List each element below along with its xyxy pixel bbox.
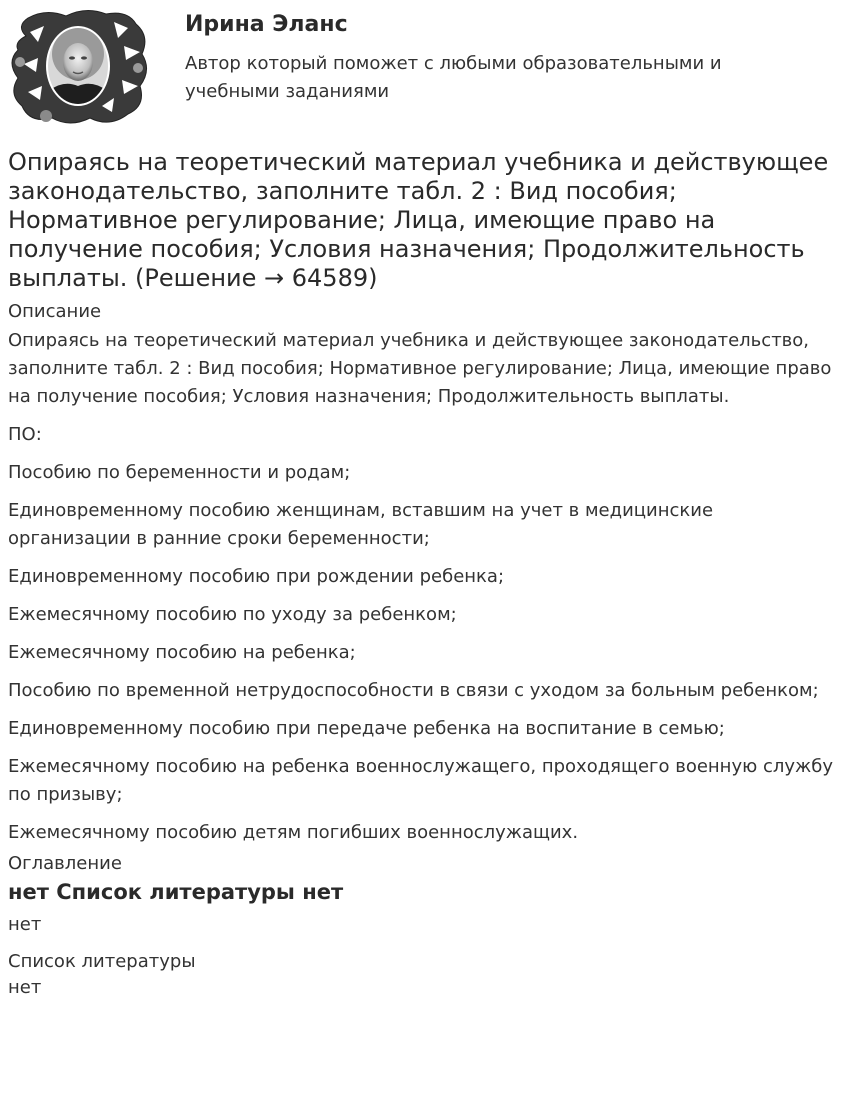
- toc-label: Оглавление: [8, 853, 122, 874]
- main-content: [8, 148, 838, 1001]
- description-text: Опираясь на теоретический материал учебника и действующее законодательство, заполните табл. 2 : Вид пособия; Нормативное регулирование; Лица, имеющие право на получение пособия; Условия назначения; Продолжительность выплаты.: [8, 330, 832, 407]
- list-item: Ежемесячному пособию на ребенка;: [8, 642, 356, 663]
- avatar-film-frame-icon: [6, 6, 152, 128]
- list-item: ПО:: [8, 424, 42, 445]
- list-item: Единовременному пособию женщинам, вставшим на учет в медицинские организации в ранние сроки беременности;: [8, 500, 714, 549]
- references-value: нет: [8, 977, 42, 998]
- list-item: Пособию по временной нетрудоспособности в связи с уходом за больным ребенком;: [8, 680, 819, 701]
- avatar: [6, 6, 152, 128]
- references-label: Список литературы: [8, 951, 196, 972]
- page-title: Опираясь на теоретический материал учебника и действующее законодательство, заполните табл. 2 : Вид пособия; Нормативное регулирование; Лица, имеющие право на получение пособия; Условия назначения; Продолжительность выплаты. (Решение → 64589): [8, 148, 829, 292]
- author-name[interactable]: Ирина Эланс: [185, 12, 348, 37]
- toc-value: нет: [8, 914, 42, 935]
- list-item: Ежемесячному пособию на ребенка военнослужащего, проходящего военную службу по призыву;: [8, 756, 833, 805]
- author-header: [0, 0, 847, 140]
- list-item: Единовременному пособию при передаче ребенка на воспитание в семью;: [8, 718, 725, 739]
- description-label: Описание: [8, 301, 102, 322]
- toc-heading: нет Список литературы нет: [8, 880, 344, 904]
- list-item: Ежемесячному пособию детям погибших военнослужащих.: [8, 822, 579, 843]
- author-description: Автор который поможет с любыми образовательными и учебными заданиями: [185, 53, 722, 102]
- list-item: Пособию по беременности и родам;: [8, 462, 351, 483]
- list-item: Ежемесячному пособию по уходу за ребенком;: [8, 604, 457, 625]
- list-item: Единовременному пособию при рождении ребенка;: [8, 566, 505, 587]
